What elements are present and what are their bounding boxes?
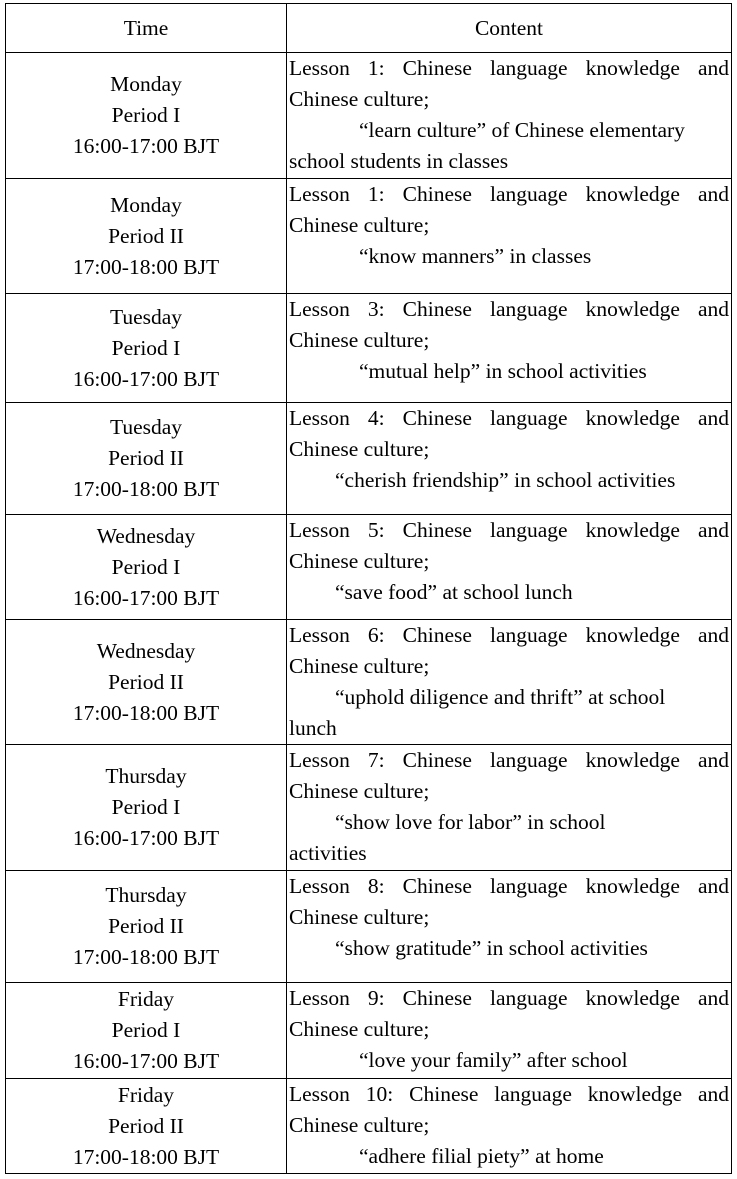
content-cell <box>287 179 732 294</box>
content-cell <box>287 403 732 515</box>
time-cell <box>6 515 287 620</box>
time-day: Tuesday <box>109 304 183 329</box>
table-row <box>6 294 732 403</box>
time-hours: 16:00-17:00 BJT <box>72 1049 220 1073</box>
content-cell <box>287 871 732 983</box>
content-line: Chinese culture; <box>289 654 430 678</box>
content-line: “learn culture” of Chinese elementary <box>359 118 685 142</box>
time-cell <box>6 294 287 403</box>
content-line: “cherish friendship” in school activities <box>335 468 676 492</box>
content-line: Chinese culture; <box>289 1017 430 1041</box>
content-line: Chinese culture; <box>289 328 430 352</box>
content-line: Lesson 6: Chinese language knowledge and <box>289 623 729 647</box>
table-row <box>6 745 732 871</box>
time-hours: 17:00-18:00 BJT <box>72 700 220 725</box>
time-day: Wednesday <box>96 638 196 663</box>
time-hours: 17:00-18:00 BJT <box>72 945 220 969</box>
time-header: Time <box>6 4 287 53</box>
content-cell <box>287 745 732 871</box>
time-cell <box>6 53 287 179</box>
content-line: “know manners” in classes <box>359 244 592 268</box>
content-line: Chinese culture; <box>289 779 430 803</box>
content-cell <box>287 294 732 403</box>
content-line: Lesson 1: Chinese language knowledge and <box>289 56 729 80</box>
content-cell <box>287 515 732 620</box>
time-period: Period I <box>111 1018 181 1042</box>
time-period: Period I <box>111 554 181 579</box>
time-day: Wednesday <box>96 523 196 548</box>
content-line: Lesson 4: Chinese language knowledge and <box>289 406 729 430</box>
content-line: “adhere filial piety” at home <box>359 1144 604 1168</box>
time-period: Period I <box>111 103 181 127</box>
time-cell <box>6 745 287 871</box>
time-hours: 17:00-18:00 BJT <box>72 254 220 279</box>
schedule-table <box>5 3 732 1174</box>
table-row <box>6 179 732 294</box>
time-cell <box>6 620 287 745</box>
content-line: Lesson 5: Chinese language knowledge and <box>289 518 729 542</box>
content-cell <box>287 983 732 1079</box>
time-hours: 16:00-17:00 BJT <box>72 134 220 158</box>
time-day: Friday <box>117 1082 175 1107</box>
time-day: Tuesday <box>109 415 183 439</box>
header-row <box>6 4 732 53</box>
time-hours: 16:00-17:00 BJT <box>72 585 220 610</box>
content-line: Chinese culture; <box>289 905 430 929</box>
table-row <box>6 620 732 745</box>
content-line: “show love for labor” in school <box>335 810 606 834</box>
content-line: Lesson 3: Chinese language knowledge and <box>289 297 729 321</box>
time-cell <box>6 871 287 983</box>
content-line: “show gratitude” in school activities <box>335 936 648 960</box>
time-cell <box>6 1079 287 1174</box>
content-line: Lesson 7: Chinese language knowledge and <box>289 748 729 772</box>
content-line: Lesson 8: Chinese language knowledge and <box>289 874 729 898</box>
time-period: Period II <box>108 446 184 470</box>
time-period: Period II <box>108 914 184 938</box>
time-period: Period I <box>111 795 181 819</box>
content-line: “love your family” after school <box>359 1048 628 1072</box>
content-line: Chinese culture; <box>289 437 430 461</box>
table-row <box>6 53 732 179</box>
table-row <box>6 515 732 620</box>
time-day: Thursday <box>105 764 187 788</box>
content-line: lunch <box>289 716 337 740</box>
content-line: “mutual help” in school activities <box>359 359 647 383</box>
time-day: Thursday <box>105 883 187 907</box>
content-line: Lesson 10: Chinese language knowledge and <box>289 1082 729 1106</box>
time-period: Period II <box>108 669 184 694</box>
content-cell <box>287 53 732 179</box>
content-cell <box>287 1079 732 1174</box>
time-hours: 16:00-17:00 BJT <box>72 366 220 391</box>
content-line: school students in classes <box>289 149 509 173</box>
content-line: Chinese culture; <box>289 1113 430 1137</box>
time-cell <box>6 179 287 294</box>
content-line: Chinese culture; <box>289 213 430 237</box>
time-day: Friday <box>117 987 175 1011</box>
schedule-body <box>6 53 732 1174</box>
content-line: activities <box>289 841 367 865</box>
content-header: Content <box>287 4 732 53</box>
time-period: Period II <box>108 1113 184 1138</box>
time-day: Monday <box>110 72 182 96</box>
time-hours: 16:00-17:00 BJT <box>72 826 220 850</box>
time-hours: 17:00-18:00 BJT <box>72 1144 220 1169</box>
time-cell <box>6 983 287 1079</box>
table-row <box>6 403 732 515</box>
content-line: “uphold diligence and thrift” at school <box>335 685 666 709</box>
table-row <box>6 871 732 983</box>
content-line: Chinese culture; <box>289 549 430 573</box>
content-line: Chinese culture; <box>289 87 430 111</box>
table-row <box>6 983 732 1079</box>
content-line: Lesson 9: Chinese language knowledge and <box>289 986 729 1010</box>
content-line: “save food” at school lunch <box>335 580 573 604</box>
content-line: Lesson 1: Chinese language knowledge and <box>289 182 729 206</box>
time-period: Period II <box>108 223 184 248</box>
content-cell <box>287 620 732 745</box>
time-hours: 17:00-18:00 BJT <box>72 477 220 501</box>
table-row <box>6 1079 732 1174</box>
time-period: Period I <box>111 335 181 360</box>
time-day: Monday <box>110 192 182 217</box>
time-cell <box>6 403 287 515</box>
